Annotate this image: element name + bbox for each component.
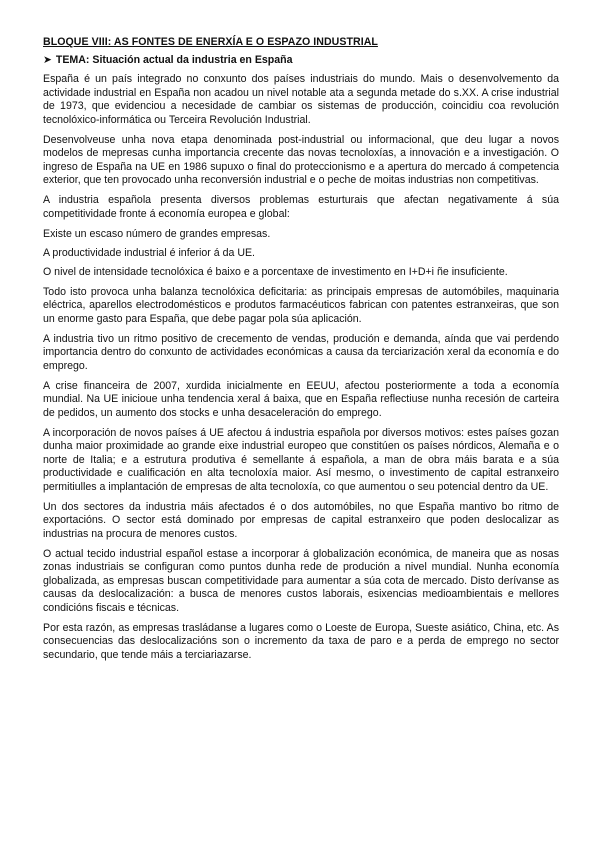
paragraph: Todo isto provoca unha balanza tecnolóxica deficitaria: as principais empresas de automóbiles, maquinaria eléctrica, aparellos electrodomésticos e produtos farmacéuticos fabrican con patentes estranxeiras, que son un enorme gasto para España, que debe pagar pola súa aplicación. <box>43 285 559 325</box>
paragraph: Existe un escaso número de grandes empresas. <box>43 227 271 240</box>
paragraph: A incorporación de novos países á UE afectou á industria española por diversos motivos: estes países gozan dunha maior proximidade ao grande eixe industrial europeo que constitúen os países nórdicos, Alemaña e o norte de Italia; e a estrutura produtiva é semellante á española, a man de obra máis barata e a súa productividade e cualificación en alta tecnoloxía maior. Así mesmo, o investimento de capital estranxeiro permitiulles a implantación de empresas de alta tecnoloxía, co que aumentou o seu potencial dentro da UE. <box>43 426 559 493</box>
paragraph: España é un país integrado no conxunto dos países industriais do mundo. Mais o desenvolvemento da actividade industrial en España non acadou un nivel notable ata a segunda metade do s.XX. A crise industrial de 1973, que evidenciou a necesidade de cambiar os sistemas de producción, coincidiu coa revolución tecnolóxico-informática ou Terceira Revolución Industrial. <box>43 73 559 126</box>
paragraph: A productividade industrial é inferior á da UE. <box>43 246 255 259</box>
paragraph: Por esta razón, as empresas trasládanse a lugares como o Loeste de Europa, Sueste asiático, China, etc. As consecuencias das deslocalizacións son o incremento da taxa de paro e a perda de emprego no sector secundario, que tende máis a terciariazarse. <box>43 621 559 661</box>
paragraph: A industria tivo un ritmo positivo de crecemento de vendas, produción e demanda, aínda que vai perdendo importancia dentro do conxunto de actividades económicas a causa da terciarización xeral da economía e do emprego. <box>43 332 559 372</box>
document-title: BLOQUE VIII: AS FONTES DE ENERXÍA E O ESPAZO INDUSTRIAL <box>43 36 378 48</box>
document-page <box>43 36 559 669</box>
paragraph: O nivel de intensidade tecnolóxica é baixo e a porcentaxe de investimento en I+D+i ñe insuficiente. <box>43 265 508 278</box>
paragraph: Un dos sectores da industria máis afectados é o dos automóbiles, no que España mantivo bo ritmo de exportacións. O sector está dominado por empresas de capital estranxeiro que poden deslocalizar as industrias na procura de menores custos. <box>43 500 559 540</box>
paragraph: A crise financeira de 2007, xurdida inicialmente en EEUU, afectou posteriormente a toda a economía mundial. Na UE inicioue unha tendencia xeral á baixa, que en España reflectiuse nunha recesión de carteira de pedidos, un aumento dos stocks e unha desaceleración do emprego. <box>43 379 559 419</box>
section-theme <box>43 54 559 68</box>
arrow-bullet-icon: ➤ <box>43 53 52 66</box>
paragraph: O actual tecido industrial español estase a incorporar á globalización económica, de maneira que as nosas zonas industriais se configuran como puntos dunha rede de produción a nivel mundial. Nunha economía globalizada, as empresas buscan competitividade para aumentar a súa cota de mercado. Disto derívanse as causas da deslocalización: a busca de menores custos laborais, esixencias medioambientais e mellores condicións fiscais e técnicas. <box>43 547 559 614</box>
paragraph: A industria española presenta diversos problemas esturturais que afectan negativamente á súa competitividade fronte á economía europea e global: <box>43 194 559 220</box>
theme-heading: TEMA: Situación actual da industria en España <box>55 53 293 66</box>
paragraph: Desenvolveuse unha nova etapa denominada post-industrial ou informacional, que deu lugar a novos modelos de mepresas cunha importancia crecente das novas tecnoloxías, a innovación e a investigación. O ingreso de España na UE en 1986 supuxo o final do proteccionismo e a apertura do mercado á competencia exterior, que ten provocado unha reconversión industrial e o peche de moitas industrias non competitivas. <box>43 133 559 186</box>
